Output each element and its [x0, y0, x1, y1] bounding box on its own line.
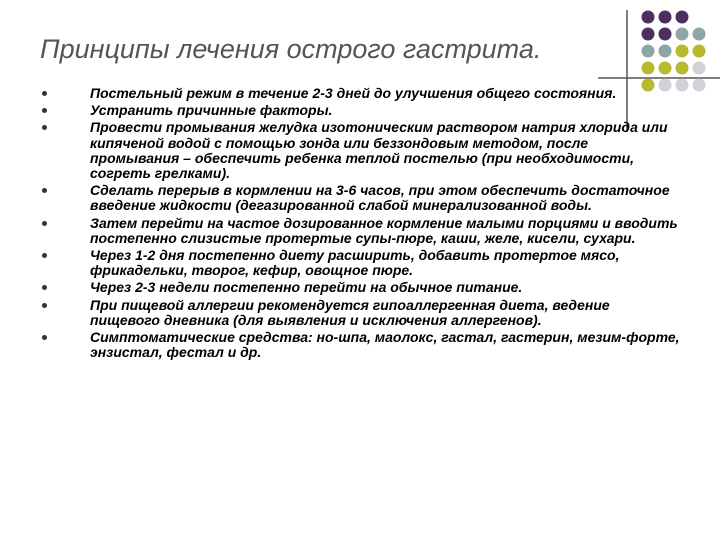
list-item-text: Через 2-3 недели постепенно перейти на обычное питание. [90, 279, 523, 296]
list-item [42, 120, 702, 181]
bullet-dot-icon [42, 108, 47, 113]
list-item [42, 216, 702, 246]
bullet-dot-icon [42, 303, 47, 308]
list-item-text: Постельный режим в течение 2-3 дней до улучшения общего состояния. [90, 85, 617, 101]
decorative-dot [676, 11, 689, 24]
list-item [42, 86, 702, 101]
decorative-dot [676, 45, 689, 58]
decorative-dot [693, 28, 706, 41]
bullet-dot-icon [42, 335, 47, 340]
bullet-list [42, 86, 702, 362]
list-item [42, 183, 702, 213]
list-item-text: Через 1-2 дня постепенно диету расширить, добавить протертое мясо, фрикадельки, творог, кефир, овощное пюре. [90, 247, 620, 279]
decorative-dot [676, 28, 689, 41]
list-item-text: Провести промывания желудка изотоническим раствором натрия хлорида или кипяченой водой с помощью зонда или беззондовым методом, после промывания – обеспечить ребенка теплой постелью (при необходимости, согреть грелками). [90, 119, 668, 182]
decorative-dot [676, 62, 689, 75]
decorative-dot [693, 62, 706, 75]
decorative-dot [659, 62, 672, 75]
decorative-dot [659, 45, 672, 58]
list-item-text: Сделать перерыв в кормлении на 3-6 часов, при этом обеспечить достаточное введение жидкости (дегазированной слабой минерализованной воды. [90, 182, 670, 214]
list-item-text: Затем перейти на частое дозированное кормление малыми порциями и вводить постепенно слизистые протертые супы-пюре, каши, желе, кисели, сухари. [90, 214, 678, 246]
decorative-dot [659, 28, 672, 41]
decorative-dot [642, 45, 655, 58]
bullet-dot-icon [42, 188, 47, 193]
decorative-dot [642, 28, 655, 41]
list-item [42, 280, 702, 295]
bullet-dot-icon [42, 285, 47, 290]
decorative-dot [659, 11, 672, 24]
list-item [42, 298, 702, 328]
decorative-dot [642, 11, 655, 24]
slide-title: Принципы лечения острого гастрита. [40, 34, 542, 64]
list-item [42, 103, 702, 118]
list-item-text: Устранить причинные факторы. [90, 102, 333, 119]
bullet-dot-icon [42, 91, 47, 96]
bullet-dot-icon [42, 253, 47, 258]
list-item [42, 330, 702, 360]
bullet-dot-icon [42, 221, 47, 226]
list-item-text: Симптоматические средства: но-шпа, маолокс, гастал, гастерин, мезим-форте, энзистал, фестал и др. [90, 329, 680, 361]
list-item-text: При пищевой аллергии рекомендуется гипоаллергенная диета, ведение пищевого дневника (для выявления и исключения аллергенов). [90, 296, 610, 328]
decorative-dot [693, 45, 706, 58]
decorative-dot [642, 62, 655, 75]
bullet-dot-icon [42, 125, 47, 130]
list-item [42, 248, 702, 278]
